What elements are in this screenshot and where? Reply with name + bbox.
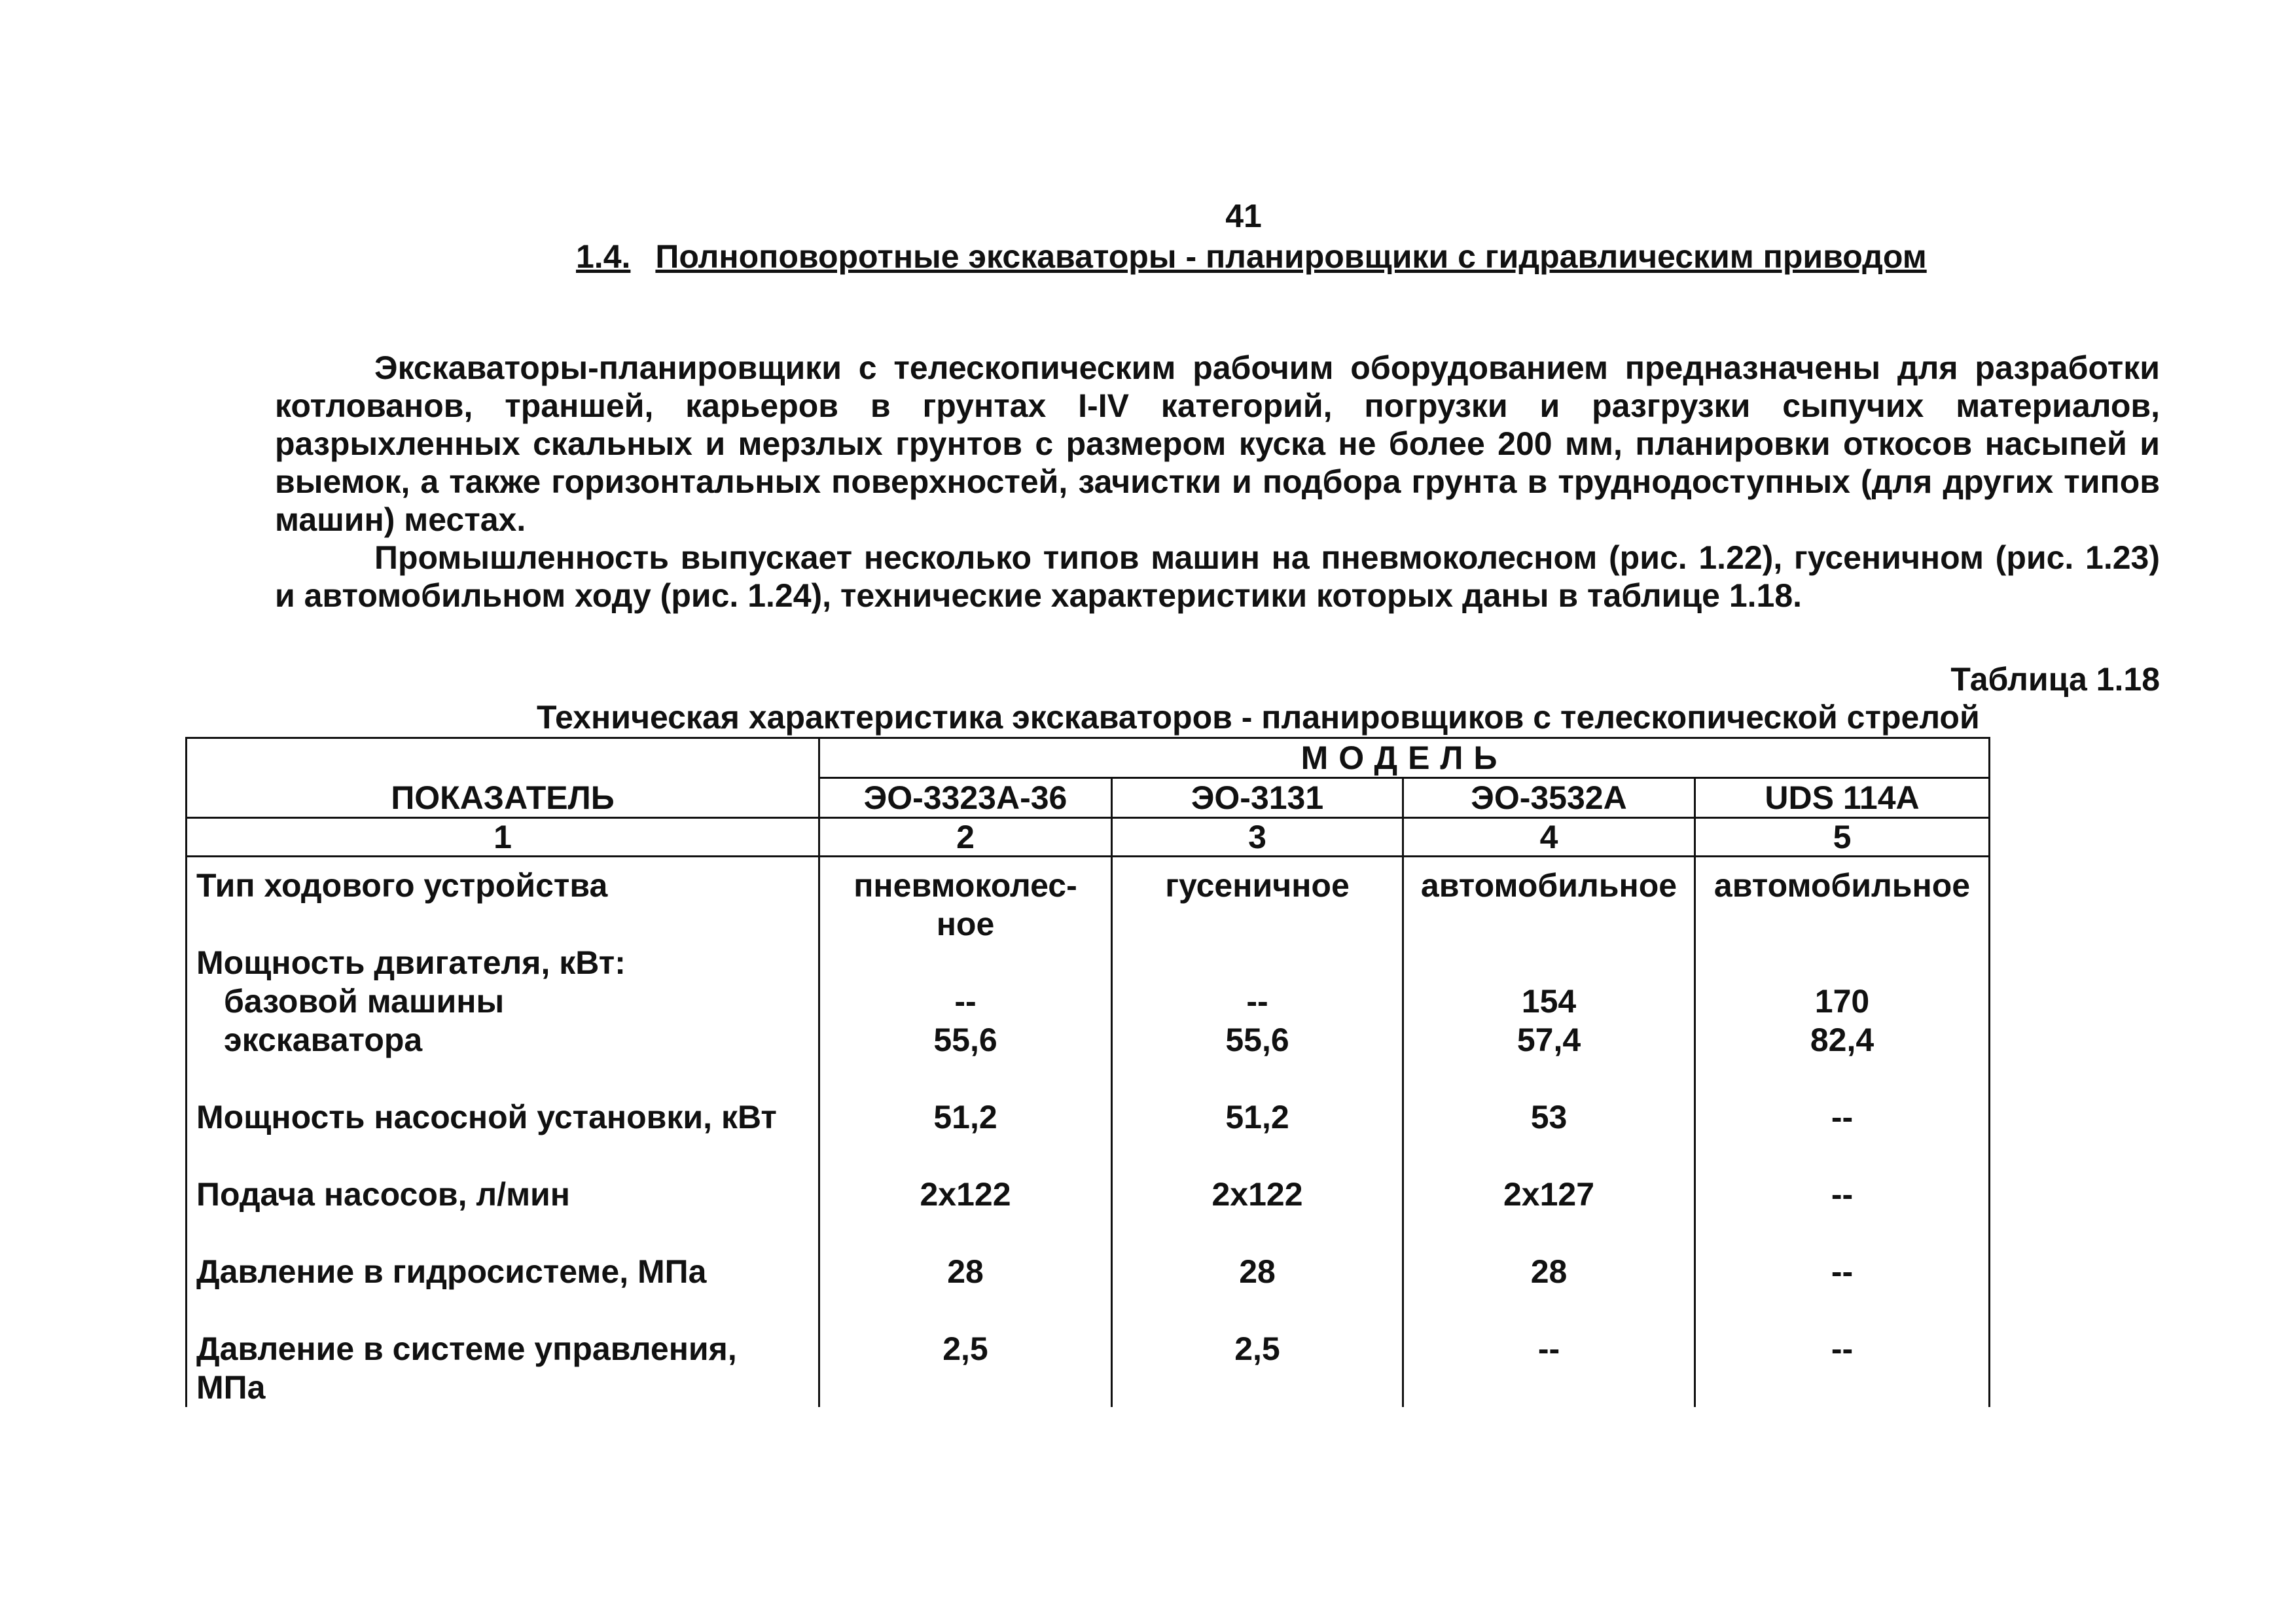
column-number: 1 [187, 818, 819, 857]
cell-value: -- [1831, 1176, 1854, 1213]
section-title: Полноповоротные экскаваторы - планировщики с гидравлическим приводом [655, 238, 1927, 275]
cell-value [1696, 1060, 1988, 1098]
cell-value: пневмоколес- [853, 867, 1077, 904]
cell-value [1696, 905, 1988, 944]
paragraph: Промышленность выпускает несколько типов машин на пневмоколесном (рис. 1.22), гусеничном (рис. 1.23) и автомобильном ходу (рис. 1.24), технические характеристики которых даны в таблице 1.18. [275, 539, 2160, 614]
row-label: экскаватора [224, 1022, 423, 1058]
cell-value [1113, 1368, 1402, 1407]
header-row-model [187, 738, 1990, 778]
cell-value: гусеничное [1165, 867, 1350, 904]
column-number: 4 [1403, 818, 1695, 857]
cell-value [1404, 1060, 1694, 1098]
header-model: ЭО-3532А [1403, 778, 1695, 818]
cell-value [1113, 944, 1402, 982]
cell-value [1696, 1214, 1988, 1253]
cell-value [1113, 905, 1402, 944]
cell-value: 2,5 [942, 1330, 988, 1367]
cell-value [820, 944, 1111, 982]
cell-value [1113, 1291, 1402, 1330]
table-title: Техническая характеристика экскаваторов - планировщиков с телескопической стрелой [537, 699, 1980, 736]
cell-value: 82,4 [1810, 1022, 1874, 1058]
cell-value [820, 1137, 1111, 1175]
cell-value: 154 [1521, 983, 1577, 1020]
cell-value: 170 [1814, 983, 1870, 1020]
table-body-row [187, 857, 1990, 1408]
cell-value: 53 [1530, 1099, 1568, 1135]
model-column-1 [819, 857, 1112, 1408]
cell-value [820, 1214, 1111, 1253]
row-label: Тип ходового устройства [196, 867, 608, 904]
cell-value: 51,2 [933, 1099, 997, 1135]
row-label: МПа [196, 1369, 266, 1406]
cell-value [1696, 1291, 1988, 1330]
cell-value: -- [1537, 1330, 1560, 1367]
cell-value: 51,2 [1225, 1099, 1289, 1135]
cell-value [1696, 944, 1988, 982]
column-number-row [187, 818, 1990, 857]
section-number: 1.4. [576, 238, 631, 275]
row-label [196, 1060, 818, 1098]
cell-value [1696, 1137, 1988, 1175]
model-column-2 [1112, 857, 1403, 1408]
cell-value: 2,5 [1234, 1330, 1280, 1367]
cell-value [1404, 1214, 1694, 1253]
column-number: 2 [819, 818, 1112, 857]
indicator-column [187, 857, 819, 1408]
cell-value: 2х122 [920, 1176, 1011, 1213]
header-model: ЭО-3131 [1112, 778, 1403, 818]
cell-value: 28 [947, 1253, 984, 1290]
body-text [275, 349, 2160, 615]
cell-value: -- [1831, 1253, 1854, 1290]
cell-value [1404, 905, 1694, 944]
cell-value: 2х122 [1211, 1176, 1303, 1213]
header-model-group: МОДЕЛЬ [819, 738, 1990, 778]
cell-value: автомобильное [1713, 867, 1971, 904]
row-label [196, 905, 818, 944]
model-column-4 [1695, 857, 1990, 1408]
cell-value [1404, 1137, 1694, 1175]
column-number: 5 [1695, 818, 1990, 857]
cell-value [1404, 1291, 1694, 1330]
model-column-3 [1403, 857, 1695, 1408]
header-model: ЭО-3323А-36 [819, 778, 1112, 818]
table-label: Таблица 1.18 [1950, 661, 2160, 698]
spec-table [185, 737, 1990, 1407]
cell-value [820, 1368, 1111, 1407]
cell-value: 28 [1239, 1253, 1276, 1290]
cell-value: -- [954, 983, 977, 1020]
header-model: UDS 114А [1695, 778, 1990, 818]
row-label [196, 1137, 818, 1175]
section-heading [576, 237, 1927, 276]
cell-value: -- [1831, 1099, 1854, 1135]
cell-value: 55,6 [1225, 1022, 1289, 1058]
row-label: Мощность двигателя, кВт: [196, 944, 626, 981]
cell-value [820, 1060, 1111, 1098]
cell-value: 55,6 [933, 1022, 997, 1058]
cell-value: 28 [1530, 1253, 1568, 1290]
cell-value [1113, 1060, 1402, 1098]
row-label: Подача насосов, л/мин [196, 1176, 570, 1213]
row-label: Давление в системе управления, [196, 1330, 737, 1367]
cell-value [1113, 1137, 1402, 1175]
cell-value: автомобильное [1420, 867, 1677, 904]
cell-value: -- [1831, 1330, 1854, 1367]
cell-value [1404, 1368, 1694, 1407]
row-label: Мощность насосной установки, кВт [196, 1099, 777, 1135]
header-indicator: ПОКАЗАТЕЛЬ [187, 738, 819, 818]
paragraph: Экскаваторы-планировщики с телескопическим рабочим оборудованием предназначены для разработки котлованов, траншей, карьеров в грунтах I-IV категорий, погрузки и разгрузки сыпучих материалов, разрыхленных скальных и мерзлых грунтов с размером куска не более 200 мм, планировки откосов насыпей и выемок, а также горизонтальных поверхностей, зачистки и подбора грунта в труднодоступных (для других типов машин) местах. [275, 349, 2160, 538]
row-label: базовой машины [224, 983, 505, 1020]
row-label [196, 1214, 818, 1253]
cell-value [820, 1291, 1111, 1330]
cell-value: ное [936, 906, 995, 942]
row-label: Давление в гидросистеме, МПа [196, 1253, 707, 1290]
cell-value [1113, 1214, 1402, 1253]
cell-value: -- [1246, 983, 1268, 1020]
cell-value: 57,4 [1516, 1022, 1581, 1058]
column-number: 3 [1112, 818, 1403, 857]
cell-value [1404, 944, 1694, 982]
page-number: 41 [1225, 198, 1262, 234]
row-label [196, 1291, 818, 1330]
cell-value [1696, 1368, 1988, 1407]
cell-value: 2х127 [1503, 1176, 1595, 1213]
